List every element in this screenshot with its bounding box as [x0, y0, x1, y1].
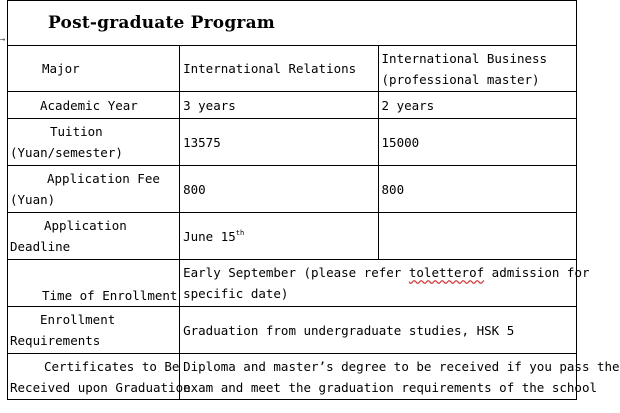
table-title: Post-graduate Program	[8, 1, 577, 46]
tuition-ib-value: 15000	[378, 119, 576, 166]
major-international-business-line2: (professional master)	[381, 71, 540, 87]
enrollment-time-value-line1	[183, 262, 590, 283]
academic-year-label: Academic Year	[8, 92, 180, 119]
requirements-label-line2: Requirements	[10, 333, 101, 348]
deadline-value-suffix: th	[235, 228, 245, 237]
major-international-relations-cell	[180, 46, 378, 92]
major-label: Major	[42, 61, 80, 76]
certificates-row	[8, 354, 577, 400]
certificates-value-line1: Diploma and master’s degree to be received if you pass the	[183, 358, 620, 374]
requirements-value: Graduation from undergraduate studies, HSK 5	[180, 307, 577, 354]
header-row	[8, 46, 577, 92]
application-fee-label-line2: (Yuan)	[10, 192, 56, 207]
requirements-row	[8, 307, 577, 354]
enrollment-time-row	[8, 260, 577, 307]
tuition-ir-value: 13575	[180, 119, 378, 166]
requirements-label-cell	[8, 307, 180, 354]
tuition-label-cell	[8, 119, 180, 166]
major-international-business-line1: International Business	[381, 50, 548, 66]
deadline-label-cell	[8, 213, 180, 260]
enrollment-time-text-a: Early September (please refer	[183, 265, 409, 280]
major-international-business-cell	[378, 46, 576, 92]
tuition-label-line1: Tuition	[50, 124, 103, 139]
major-international-relations: International Relations	[183, 61, 357, 76]
program-table-container	[7, 0, 620, 413]
tuition-row	[8, 119, 577, 166]
application-fee-row	[8, 166, 577, 213]
requirements-label-line1: Enrollment	[40, 312, 116, 327]
enrollment-time-misspelled-word: toletterof	[408, 265, 485, 280]
academic-year-ib-value: 2 years	[378, 92, 576, 119]
deadline-label-line2: Deadline	[10, 239, 71, 254]
major-label-cell	[8, 46, 180, 92]
certificates-label-line1: Certificates to Be	[44, 358, 180, 374]
certificates-label-cell	[8, 354, 191, 400]
deadline-label-line1: Application	[44, 218, 127, 233]
certificates-value-cell	[180, 354, 620, 400]
certificates-value-line2: exam and meet the graduation requirements of the school	[183, 379, 598, 395]
academic-year-ir-value: 3 years	[180, 92, 378, 119]
application-fee-label-line1: Application Fee	[47, 171, 160, 186]
enrollment-time-value-cell	[180, 260, 590, 307]
deadline-ib-empty-cell	[378, 213, 576, 260]
enrollment-time-value-line2: specific date)	[183, 286, 289, 301]
application-fee-ir-value: 800	[180, 166, 378, 213]
enrollment-time-label: Time of Enrollment	[42, 288, 178, 303]
academic-year-row	[8, 92, 577, 119]
program-table	[7, 0, 620, 400]
deadline-row	[8, 213, 577, 260]
enrollment-time-text-b: admission for	[484, 265, 590, 280]
deadline-ir-value-cell	[180, 213, 378, 260]
table-move-anchor-icon[interactable]: →	[0, 35, 6, 45]
application-fee-label-cell	[8, 166, 180, 213]
certificates-label-line2: Received upon Graduation	[10, 379, 191, 395]
deadline-value: June 15	[183, 228, 236, 244]
enrollment-time-label-cell	[8, 260, 180, 307]
title-row	[8, 1, 577, 46]
tuition-label-line2: (Yuan/semester)	[10, 145, 123, 160]
application-fee-ib-value: 800	[378, 166, 576, 213]
